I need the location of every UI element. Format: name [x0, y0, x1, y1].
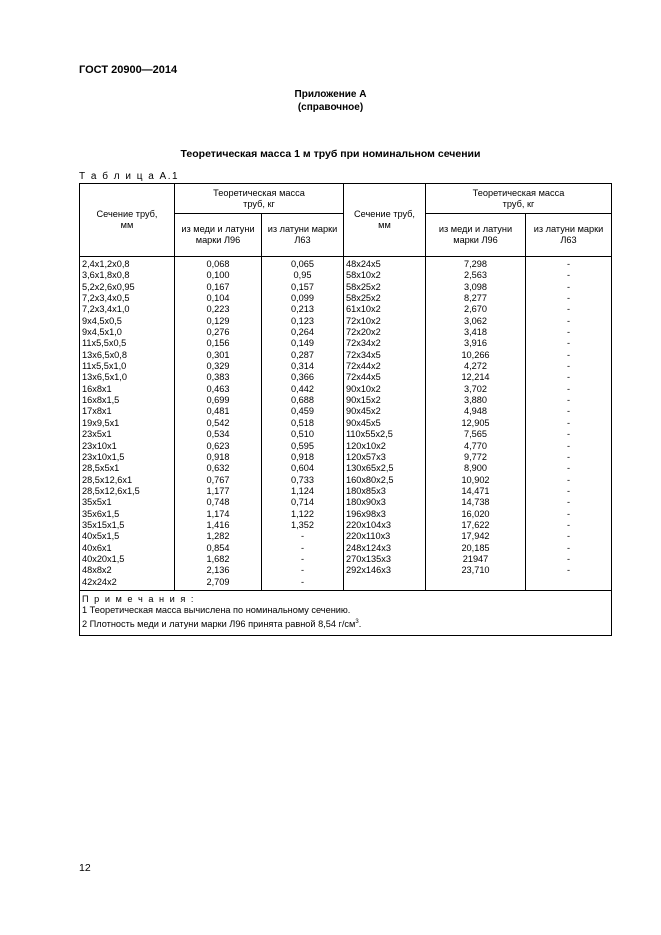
brass-mass-cell: - — [566, 553, 571, 564]
copper-mass-cell: 0,918 — [206, 451, 230, 462]
section-cell: 90x45x2 — [346, 406, 381, 417]
section-cell: 35x5x1 — [82, 497, 112, 508]
brass-mass-cell: 0,595 — [291, 440, 314, 451]
brass-mass-cell: - — [566, 361, 571, 372]
copper-mass-cell: 10,902 — [461, 474, 490, 485]
copper-mass-cell: 10,266 — [461, 349, 490, 360]
notes-heading: П р и м е ч а н и я : — [82, 593, 195, 604]
section-cell: 7,2x3,4x0,5 — [82, 293, 130, 304]
section-cell: 48x8x2 — [82, 565, 112, 576]
section-cell: 196x98x3 — [346, 508, 386, 519]
copper-mass-cell: 0,767 — [206, 474, 230, 485]
copper-mass-cell: 0,223 — [206, 304, 230, 315]
right-brass-column — [526, 257, 612, 591]
note-superscript: 3 — [355, 618, 359, 625]
copper-mass-cell: 0,301 — [206, 349, 230, 360]
section-cell: 17x8x1 — [82, 406, 112, 417]
copper-mass-cell: 0,156 — [206, 338, 230, 349]
header-brass-right: из латуни марки Л63 — [526, 214, 612, 257]
section-cell: 90x10x2 — [346, 383, 381, 394]
copper-mass-cell: 7,298 — [464, 259, 487, 269]
section-cell: 16x8x1,5 — [82, 395, 120, 406]
copper-mass-cell: 7,565 — [464, 429, 487, 440]
copper-mass-cell: 9,772 — [464, 451, 487, 462]
brass-mass-cell: 1,124 — [291, 485, 314, 496]
section-cell: 23x10x1 — [82, 440, 117, 451]
section-cell: 72x34x2 — [346, 338, 381, 349]
brass-mass-cell: 0,604 — [291, 463, 314, 474]
brass-mass-cell: - — [566, 406, 571, 417]
header-copper-left: из меди и латуни марки Л96 — [175, 214, 262, 257]
section-cell: 35x15x1,5 — [82, 519, 125, 530]
copper-mass-cell: 0,623 — [206, 440, 230, 451]
brass-mass-cell: 1,352 — [291, 519, 314, 530]
copper-mass-cell: 0,329 — [206, 361, 230, 372]
brass-mass-cell: - — [566, 519, 571, 530]
copper-mass-cell: 4,272 — [464, 361, 487, 372]
brass-mass-cell: - — [300, 553, 305, 564]
copper-mass-cell: 0,276 — [206, 327, 230, 338]
copper-mass-cell: 4,770 — [464, 440, 487, 451]
brass-mass-cell: 1,122 — [291, 508, 314, 519]
section-cell: 61x10x2 — [346, 304, 381, 315]
section-cell: 58x25x2 — [346, 281, 381, 292]
section-cell: 3,6x1,8x0,8 — [82, 270, 130, 281]
section-cell: 9x4,5x0,5 — [82, 315, 122, 326]
brass-mass-cell: 0,065 — [291, 259, 314, 269]
copper-mass-cell: 4,948 — [464, 406, 487, 417]
brass-mass-cell: 0,442 — [291, 383, 314, 394]
section-cell: 72x20x2 — [346, 327, 381, 338]
copper-mass-cell: 0,068 — [206, 259, 230, 269]
section-cell: 9x4,5x1,0 — [82, 327, 122, 338]
document-code: ГОСТ 20900—2014 — [79, 64, 178, 76]
page-number: 12 — [79, 862, 91, 874]
brass-mass-cell: - — [566, 293, 571, 304]
brass-mass-cell: - — [566, 485, 571, 496]
section-cell: 42x24x2 — [82, 576, 117, 587]
brass-mass-cell: - — [300, 531, 305, 542]
section-cell: 48x24x5 — [346, 259, 381, 269]
brass-mass-cell: 0,733 — [291, 474, 314, 485]
brass-mass-cell: 0,714 — [291, 497, 314, 508]
section-cell: 90x45x5 — [346, 417, 381, 428]
copper-mass-cell: 3,916 — [464, 338, 487, 349]
copper-mass-cell: 1,174 — [206, 508, 230, 519]
brass-mass-cell: 0,099 — [291, 293, 314, 304]
copper-mass-cell: 0,383 — [206, 372, 230, 383]
copper-mass-cell: 16,020 — [461, 508, 490, 519]
brass-mass-cell: - — [566, 451, 571, 462]
brass-mass-cell: 0,95 — [293, 270, 312, 281]
section-cell: 35x6x1,5 — [82, 508, 120, 519]
brass-mass-cell: 0,366 — [291, 372, 314, 383]
brass-mass-cell: - — [566, 372, 571, 383]
section-cell: 120x10x2 — [346, 440, 386, 451]
copper-mass-cell: 20,185 — [461, 542, 490, 553]
section-cell: 58x10x2 — [346, 270, 381, 281]
brass-mass-cell: - — [566, 531, 571, 542]
brass-mass-cell: - — [566, 565, 571, 576]
brass-mass-cell: - — [566, 281, 571, 292]
copper-mass-cell: 0,748 — [206, 497, 230, 508]
header-brass-left: из латуни марки Л63 — [262, 214, 344, 257]
copper-mass-cell: 0,854 — [206, 542, 230, 553]
copper-mass-cell: 3,098 — [464, 281, 487, 292]
brass-mass-cell: - — [300, 565, 305, 576]
mass-table — [79, 183, 612, 636]
brass-mass-cell: - — [566, 417, 571, 428]
brass-mass-cell: - — [566, 383, 571, 394]
copper-mass-cell: 21947 — [462, 553, 489, 564]
copper-mass-cell: 3,418 — [464, 327, 487, 338]
brass-mass-cell: 0,213 — [291, 304, 314, 315]
section-cell: 2,4x1,2x0,8 — [82, 259, 130, 269]
section-cell: 292x146x3 — [346, 565, 391, 576]
brass-mass-cell: 0,149 — [291, 338, 314, 349]
copper-mass-cell: 0,100 — [206, 270, 230, 281]
note-suffix: . — [358, 619, 362, 630]
brass-mass-cell: 0,123 — [291, 315, 314, 326]
copper-mass-cell: 12,905 — [461, 417, 490, 428]
note-item: 2 Плотность меди и латуни марки Л96 принята равной 8,54 $г/см^3$. — [82, 618, 362, 630]
section-cell: 72x34x5 — [346, 349, 381, 360]
section-cell: 40x6x1 — [82, 542, 112, 553]
brass-mass-cell: - — [300, 542, 305, 553]
section-cell: 40x5x1,5 — [82, 531, 120, 542]
brass-mass-cell: - — [566, 440, 571, 451]
copper-mass-cell: 23,710 — [461, 565, 490, 576]
copper-mass-cell: 0,104 — [206, 293, 230, 304]
section-cell: 220x110x3 — [346, 531, 391, 542]
copper-mass-cell: 0,542 — [206, 417, 230, 428]
brass-mass-cell: - — [300, 576, 305, 587]
section-cell: 19x9,5x1 — [82, 417, 120, 428]
brass-mass-cell: - — [566, 304, 571, 315]
brass-mass-cell: 0,918 — [291, 451, 314, 462]
brass-mass-cell: - — [566, 315, 571, 326]
copper-mass-cell: 0,632 — [206, 463, 230, 474]
copper-mass-cell: 2,136 — [206, 565, 230, 576]
section-cell: 180x85x3 — [346, 485, 386, 496]
copper-mass-cell: 3,702 — [464, 383, 487, 394]
header-copper-right: из меди и латуни марки Л96 — [426, 214, 526, 257]
section-cell: 58x25x2 — [346, 293, 381, 304]
section-cell: 28,5x12,6x1 — [82, 474, 133, 485]
section-cell: 72x44x2 — [346, 361, 381, 372]
section-cell: 13x6,5x0,8 — [82, 349, 127, 360]
copper-mass-cell: 14,471 — [461, 485, 490, 496]
copper-mass-cell: 3,062 — [464, 315, 487, 326]
section-cell: 72x10x2 — [346, 315, 381, 326]
copper-mass-cell: 0,463 — [206, 383, 230, 394]
section-cell: 72x44x5 — [346, 372, 381, 383]
copper-mass-cell: 14,738 — [461, 497, 490, 508]
copper-mass-cell: 1,682 — [206, 553, 230, 564]
table-title: Теоретическая масса 1 м труб при номинальном сечении — [180, 148, 481, 160]
section-cell: 160x80x2,5 — [346, 474, 394, 485]
copper-mass-cell: 0,534 — [206, 429, 230, 440]
copper-mass-cell: 8,277 — [464, 293, 487, 304]
copper-mass-cell: 0,167 — [206, 281, 230, 292]
header-section-right: Сечение труб, мм — [344, 184, 426, 257]
notes-cell — [80, 590, 612, 635]
brass-mass-cell: - — [566, 327, 571, 338]
section-cell: 16x8x1 — [82, 383, 112, 394]
section-cell: 23x5x1 — [82, 429, 112, 440]
brass-mass-cell: - — [566, 508, 571, 519]
copper-mass-cell: 2,709 — [206, 576, 230, 587]
left-sections-column — [80, 257, 175, 591]
right-copper-column — [426, 257, 526, 591]
table-label: Т а б л и ц а А.1 — [79, 171, 180, 182]
appendix-heading — [0, 88, 661, 114]
header-section-left: Сечение труб, мм — [80, 184, 175, 257]
right-sections-column — [344, 257, 426, 591]
brass-mass-cell: - — [566, 542, 571, 553]
section-cell: 28,5x12,6x1,5 — [82, 485, 140, 496]
note-item: 1 Теоретическая масса вычислена по номинальному сечению. — [82, 605, 351, 616]
brass-mass-cell: - — [566, 497, 571, 508]
section-cell: 248x124x3 — [346, 542, 391, 553]
notes-row — [80, 590, 612, 635]
table-body-row — [80, 257, 612, 591]
brass-mass-cell: - — [566, 338, 571, 349]
left-brass-column — [262, 257, 344, 591]
brass-mass-cell: 0,157 — [291, 281, 314, 292]
brass-mass-cell: 0,314 — [291, 361, 314, 372]
copper-mass-cell: 1,282 — [206, 531, 230, 542]
copper-mass-cell: 2,563 — [464, 270, 487, 281]
section-cell: 130x65x2,5 — [346, 463, 394, 474]
brass-mass-cell: 0,459 — [291, 406, 314, 417]
copper-mass-cell: 2,670 — [464, 304, 487, 315]
brass-mass-cell: 0,264 — [291, 327, 314, 338]
header-mass-right: Теоретическая масса труб, кг — [426, 184, 612, 214]
copper-mass-cell: 17,942 — [461, 531, 490, 542]
section-cell: 180x90x3 — [346, 497, 386, 508]
header-mass-left: Теоретическая масса труб, кг — [175, 184, 344, 214]
section-cell: 11x5,5x1,0 — [82, 361, 127, 372]
brass-mass-cell: - — [566, 463, 571, 474]
copper-mass-cell: 8,900 — [464, 463, 487, 474]
section-cell: 13x6,5x1,0 — [82, 372, 127, 383]
section-cell: 120x57x3 — [346, 451, 386, 462]
copper-mass-cell: 0,129 — [206, 315, 230, 326]
section-cell: 90x15x2 — [346, 395, 381, 406]
section-cell: 28,5x5x1 — [82, 463, 120, 474]
brass-mass-cell: - — [566, 270, 571, 281]
section-cell: 110x55x2,5 — [346, 429, 393, 440]
copper-mass-cell: 17,622 — [461, 519, 490, 530]
brass-mass-cell: - — [566, 259, 571, 269]
section-cell: 220x104x3 — [346, 519, 391, 530]
brass-mass-cell: 0,688 — [291, 395, 314, 406]
left-copper-column — [175, 257, 262, 591]
brass-mass-cell: - — [566, 349, 571, 360]
copper-mass-cell: 12,214 — [461, 372, 490, 383]
brass-mass-cell: 0,510 — [291, 429, 314, 440]
copper-mass-cell: 1,177 — [206, 485, 230, 496]
brass-mass-cell: - — [566, 429, 571, 440]
copper-mass-cell: 0,481 — [206, 406, 230, 417]
copper-mass-cell: 0,699 — [206, 395, 230, 406]
appendix-title: Приложение А — [294, 89, 367, 100]
copper-mass-cell: 3,880 — [464, 395, 487, 406]
brass-mass-cell: 0,287 — [291, 349, 314, 360]
section-cell: 5,2x2,6x0,95 — [82, 281, 135, 292]
brass-mass-cell: - — [566, 395, 571, 406]
section-cell: 11x5,5x0,5 — [82, 338, 127, 349]
brass-mass-cell: 0,518 — [291, 417, 314, 428]
brass-mass-cell: - — [566, 474, 571, 485]
appendix-subtitle: (справочное) — [297, 102, 364, 113]
section-cell: 23x10x1,5 — [82, 451, 125, 462]
section-cell: 7,2x3,4x1,0 — [82, 304, 130, 315]
copper-mass-cell: 1,416 — [206, 519, 230, 530]
section-cell: 270x135x3 — [346, 553, 391, 564]
section-cell: 40x20x1,5 — [82, 553, 125, 564]
